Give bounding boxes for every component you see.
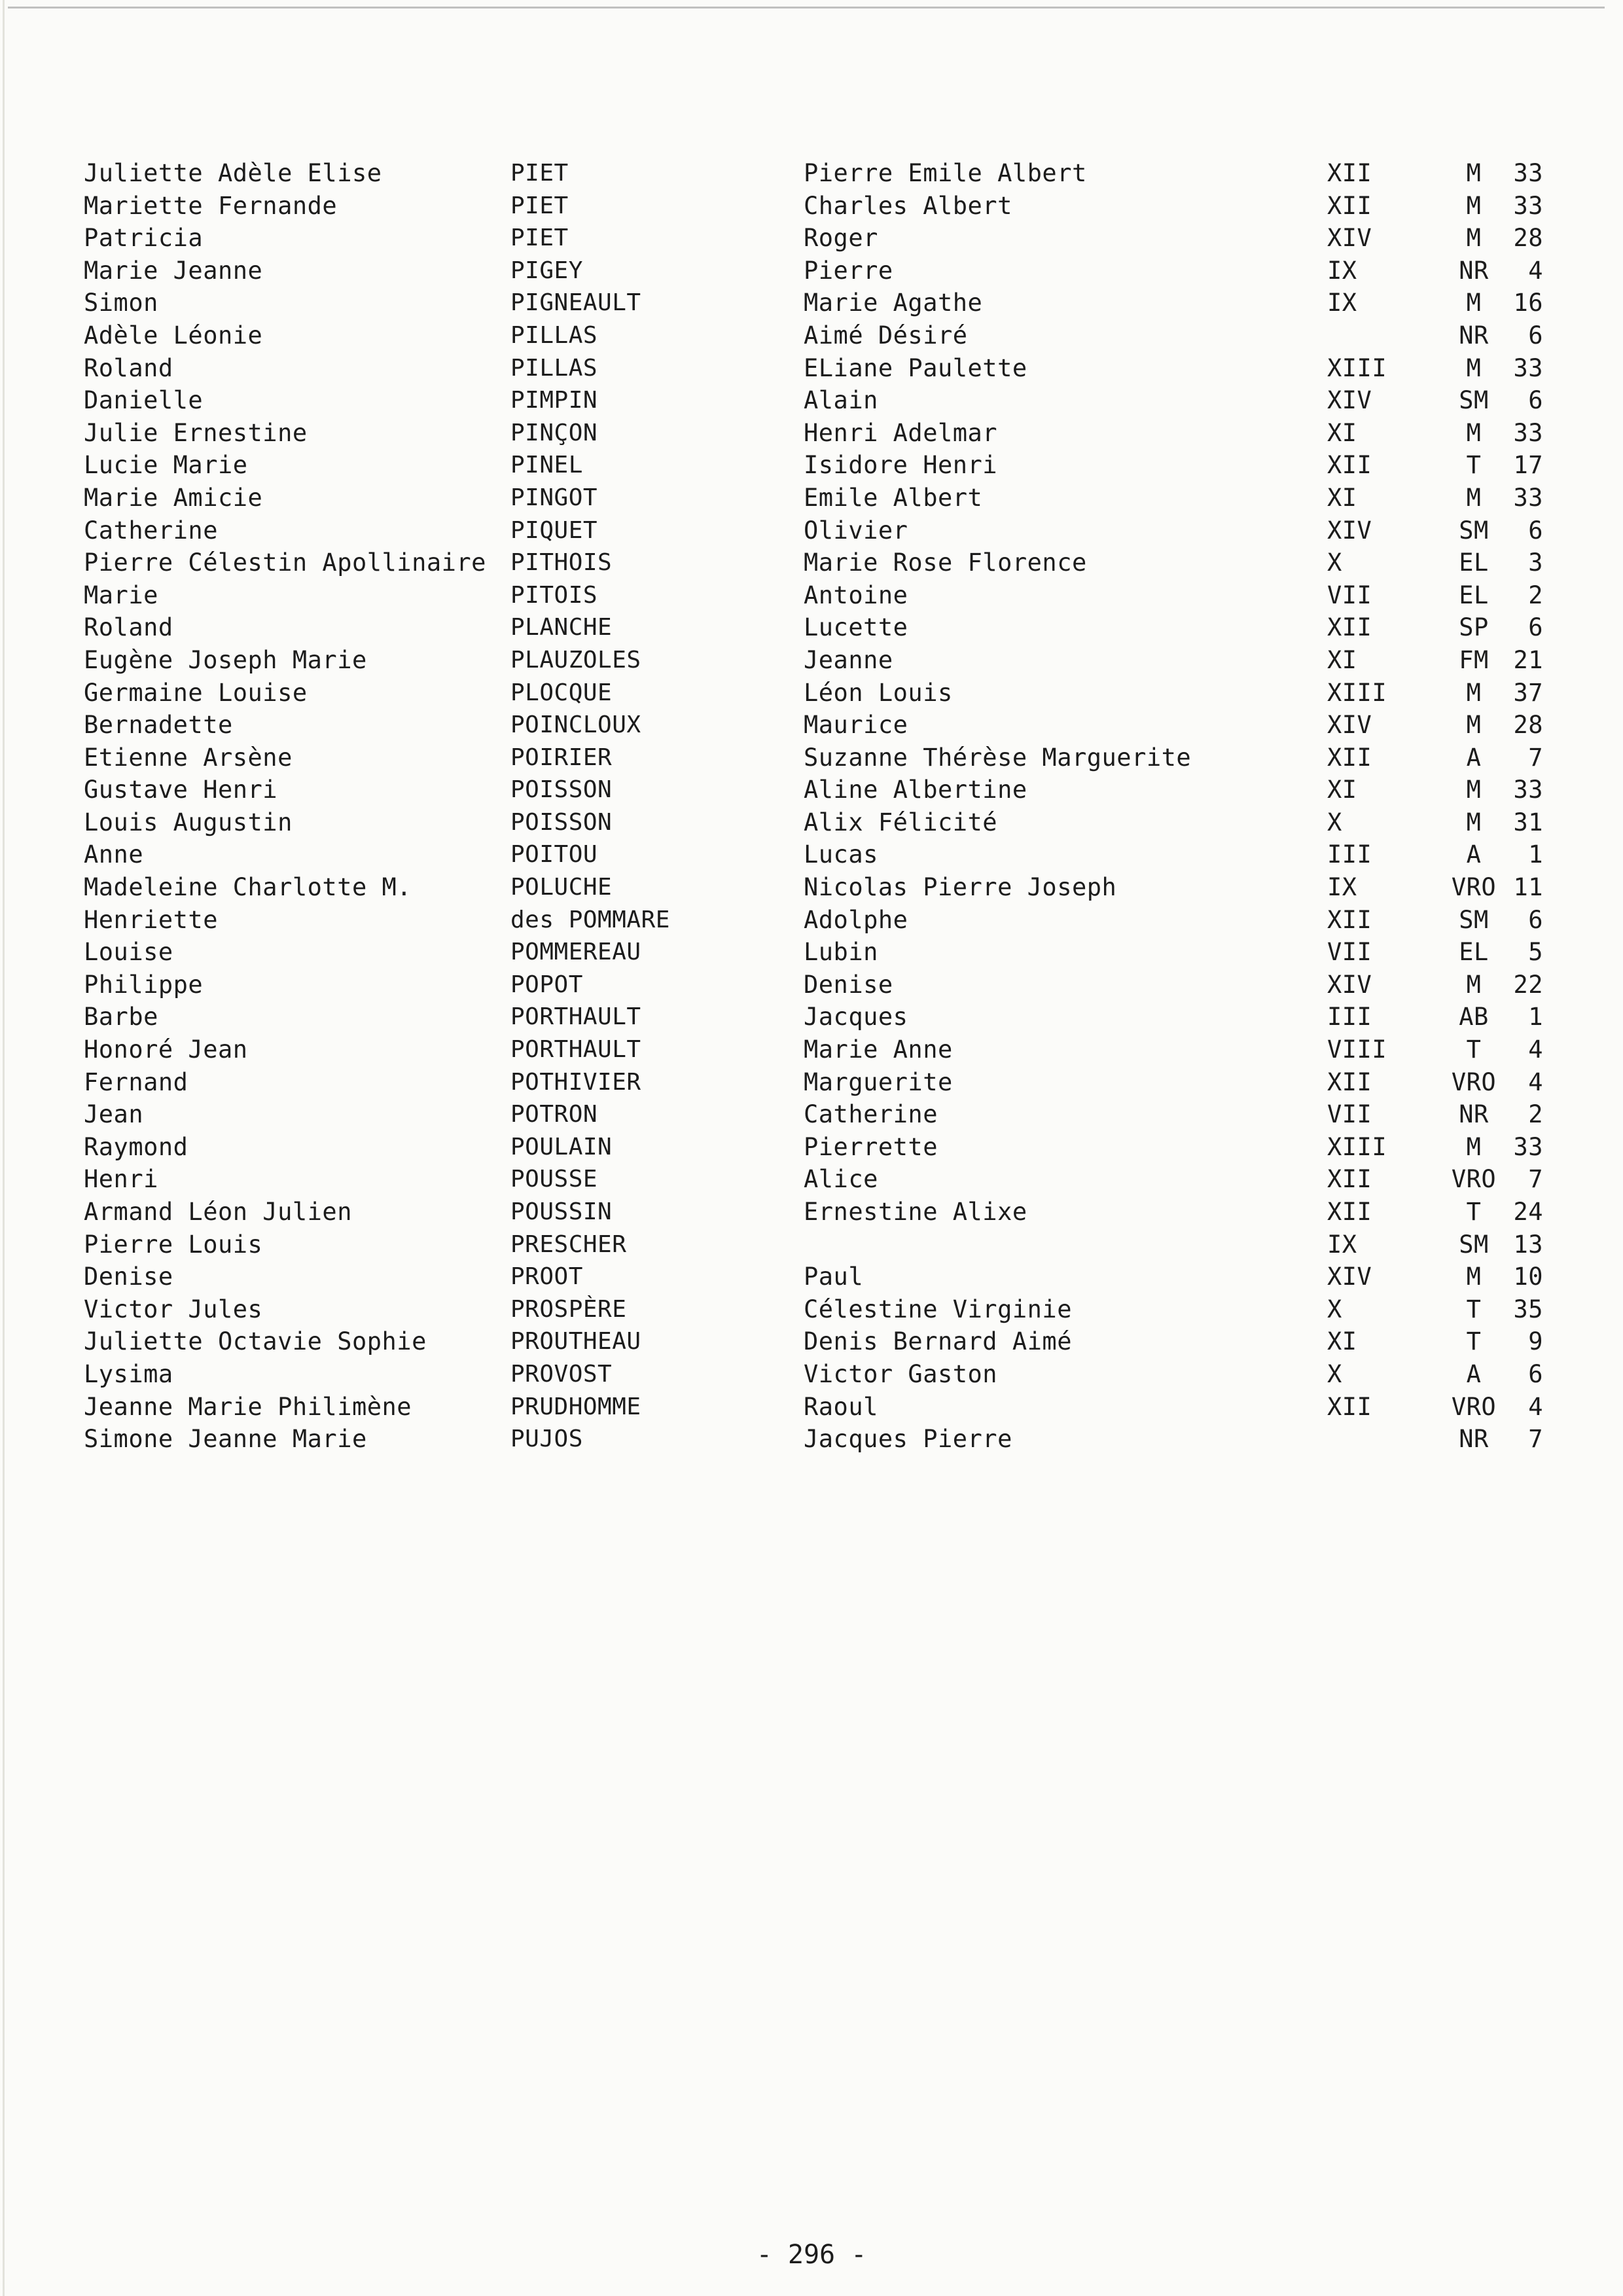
spouse-name: Ernestine Alixe xyxy=(804,1198,1027,1226)
spouse-name: Denise xyxy=(804,970,893,999)
roman-numeral: XII xyxy=(1327,743,1372,772)
register-row xyxy=(0,936,1623,969)
given-name: Fernand xyxy=(84,1067,188,1096)
entry-number: 7 xyxy=(1528,1165,1543,1194)
given-name: Marie Amicie xyxy=(84,483,263,512)
given-name: Pierre Louis xyxy=(84,1230,263,1259)
given-name: Pierre Célestin Apollinaire xyxy=(84,548,486,577)
surname: PILLAS xyxy=(510,354,598,382)
entry-number: 24 xyxy=(1513,1198,1543,1226)
spouse-name: Pierre xyxy=(804,256,893,285)
spouse-name: Alice xyxy=(804,1165,878,1194)
roman-numeral: IX xyxy=(1327,873,1357,902)
spouse-name: Marie Anne xyxy=(804,1035,953,1064)
register-row xyxy=(0,514,1623,547)
given-name: Mariette Fernande xyxy=(84,191,338,220)
status-code: M xyxy=(1466,1263,1482,1291)
roman-numeral: X xyxy=(1327,808,1342,836)
roman-numeral: XII xyxy=(1327,905,1372,934)
given-name: Danielle xyxy=(84,386,204,415)
spouse-name: Paul xyxy=(804,1263,864,1291)
spouse-name: Victor Gaston xyxy=(804,1359,998,1388)
surname: PROVOST xyxy=(510,1360,613,1388)
given-name: Juliette Octavie Sophie xyxy=(84,1327,427,1356)
roman-numeral: XI xyxy=(1327,418,1357,447)
register-row xyxy=(0,1261,1623,1293)
spouse-name: Jeanne xyxy=(804,645,893,674)
given-name: Armand Léon Julien xyxy=(84,1198,352,1226)
register-row xyxy=(0,1033,1623,1066)
roman-numeral: IX xyxy=(1327,289,1357,317)
entry-number: 11 xyxy=(1513,873,1543,902)
surname: PIGNEAULT xyxy=(510,289,641,317)
spouse-name: Nicolas Pierre Joseph xyxy=(804,873,1117,902)
spouse-name: Marguerite xyxy=(804,1067,953,1096)
spouse-name: Catherine xyxy=(804,1100,938,1129)
roman-numeral: III xyxy=(1327,1003,1372,1031)
surname: PRUDHOMME xyxy=(510,1393,641,1420)
surname: PROUTHEAU xyxy=(510,1328,641,1355)
roman-numeral: XIII xyxy=(1327,678,1387,707)
entry-number: 33 xyxy=(1513,776,1543,804)
spouse-name: Léon Louis xyxy=(804,678,953,707)
register-row xyxy=(0,352,1623,385)
given-name: Julie Ernestine xyxy=(84,418,308,447)
surname: PINÇON xyxy=(510,419,598,446)
given-name: Denise xyxy=(84,1263,173,1291)
surname: PORTHAULT xyxy=(510,1036,641,1064)
roman-numeral: XIV xyxy=(1327,386,1372,415)
register-row xyxy=(0,287,1623,319)
entry-number: 10 xyxy=(1513,1263,1543,1291)
roman-numeral: IX xyxy=(1327,256,1357,285)
surname: PLAUZOLES xyxy=(510,646,641,673)
roman-numeral: XIV xyxy=(1327,516,1372,545)
status-code: T xyxy=(1466,1295,1482,1323)
surname: PIET xyxy=(510,192,569,219)
given-name: Marie xyxy=(84,581,158,609)
status-code: T xyxy=(1466,1327,1482,1356)
status-code: A xyxy=(1466,1359,1482,1388)
roman-numeral: XI xyxy=(1327,483,1357,512)
entry-number: 1 xyxy=(1528,840,1543,869)
surname: PUJOS xyxy=(510,1426,583,1453)
entry-number: 33 xyxy=(1513,191,1543,220)
given-name: Germaine Louise xyxy=(84,678,308,707)
entry-number: 28 xyxy=(1513,711,1543,740)
roman-numeral: XII xyxy=(1327,159,1372,187)
entry-number: 31 xyxy=(1513,808,1543,836)
spouse-name: ELiane Paulette xyxy=(804,353,1027,382)
status-code: SM xyxy=(1459,516,1489,545)
surname: POTRON xyxy=(510,1101,598,1128)
register-row xyxy=(0,417,1623,450)
roman-numeral: XIV xyxy=(1327,970,1372,999)
entry-number: 2 xyxy=(1528,1100,1543,1129)
register-row xyxy=(0,709,1623,742)
spouse-name: Lucas xyxy=(804,840,878,869)
surname: POPOT xyxy=(510,971,583,998)
given-name: Roland xyxy=(84,353,173,382)
status-code: T xyxy=(1466,451,1482,480)
register-row xyxy=(0,1293,1623,1326)
given-name: Jean xyxy=(84,1100,144,1129)
status-code: SP xyxy=(1459,613,1489,642)
surname: PIET xyxy=(510,160,569,187)
register-row xyxy=(0,222,1623,255)
roman-numeral: XI xyxy=(1327,1327,1357,1356)
roman-numeral: XIV xyxy=(1327,224,1372,253)
status-code: A xyxy=(1466,743,1482,772)
spouse-name: Adolphe xyxy=(804,905,908,934)
entry-number: 7 xyxy=(1528,743,1543,772)
roman-numeral: VII xyxy=(1327,1100,1372,1129)
spouse-name: Marie Agathe xyxy=(804,289,983,317)
roman-numeral: XI xyxy=(1327,776,1357,804)
status-code: NR xyxy=(1459,1425,1489,1454)
surname: PIGEY xyxy=(510,257,583,284)
spouse-name: Aline Albertine xyxy=(804,776,1027,804)
roman-numeral: XII xyxy=(1327,1067,1372,1096)
surname: PLANCHE xyxy=(510,614,613,641)
given-name: Jeanne Marie Philimène xyxy=(84,1392,412,1421)
surname: PILLAS xyxy=(510,321,598,349)
register-row xyxy=(0,482,1623,514)
entry-number: 21 xyxy=(1513,645,1543,674)
spouse-name: Denis Bernard Aimé xyxy=(804,1327,1072,1356)
surname: PIET xyxy=(510,224,569,252)
entry-number: 9 xyxy=(1528,1327,1543,1356)
status-code: NR xyxy=(1459,256,1489,285)
register-row xyxy=(0,1163,1623,1196)
spouse-name: Henri Adelmar xyxy=(804,418,998,447)
status-code: VRO xyxy=(1451,1165,1497,1194)
status-code: M xyxy=(1466,711,1482,740)
spouse-name: Maurice xyxy=(804,711,908,740)
roman-numeral: XII xyxy=(1327,1165,1372,1194)
surname: PITOIS xyxy=(510,581,598,609)
surname: PROOT xyxy=(510,1263,583,1291)
spouse-name: Aimé Désiré xyxy=(804,321,968,350)
register-row xyxy=(0,1325,1623,1358)
register-row xyxy=(0,806,1623,839)
given-name: Marie Jeanne xyxy=(84,256,263,285)
register-row xyxy=(0,1001,1623,1033)
register-table xyxy=(0,157,1623,1456)
roman-numeral: VIII xyxy=(1327,1035,1387,1064)
surname: PORTHAULT xyxy=(510,1003,641,1031)
given-name: Madeleine Charlotte M. xyxy=(84,873,412,902)
entry-number: 33 xyxy=(1513,1132,1543,1161)
status-code: M xyxy=(1466,678,1482,707)
entry-number: 1 xyxy=(1528,1003,1543,1031)
given-name: Henri xyxy=(84,1165,158,1194)
entry-number: 6 xyxy=(1528,516,1543,545)
entry-number: 33 xyxy=(1513,418,1543,447)
given-name: Catherine xyxy=(84,516,218,545)
status-code: T xyxy=(1466,1198,1482,1226)
register-row xyxy=(0,579,1623,612)
status-code: A xyxy=(1466,840,1482,869)
surname: POTHIVIER xyxy=(510,1068,641,1096)
spouse-name: Roger xyxy=(804,224,878,253)
register-row xyxy=(0,677,1623,709)
surname: POISSON xyxy=(510,776,613,804)
status-code: AB xyxy=(1459,1003,1489,1031)
status-code: M xyxy=(1466,418,1482,447)
status-code: T xyxy=(1466,1035,1482,1064)
entry-number: 6 xyxy=(1528,905,1543,934)
roman-numeral: III xyxy=(1327,840,1372,869)
status-code: FM xyxy=(1459,645,1489,674)
roman-numeral: XIV xyxy=(1327,711,1372,740)
roman-numeral: VII xyxy=(1327,938,1372,967)
status-code: EL xyxy=(1459,581,1489,609)
entry-number: 4 xyxy=(1528,1067,1543,1096)
spouse-name: Suzanne Thérèse Marguerite xyxy=(804,743,1192,772)
given-name: Lysima xyxy=(84,1359,173,1388)
entry-number: 16 xyxy=(1513,289,1543,317)
surname: des POMMARE xyxy=(510,906,670,933)
register-row xyxy=(0,1358,1623,1391)
spouse-name: Raoul xyxy=(804,1392,878,1421)
status-code: EL xyxy=(1459,548,1489,577)
entry-number: 5 xyxy=(1528,938,1543,967)
status-code: M xyxy=(1466,353,1482,382)
given-name: Philippe xyxy=(84,970,204,999)
register-row xyxy=(0,384,1623,417)
register-row xyxy=(0,1423,1623,1456)
register-row xyxy=(0,969,1623,1001)
surname: POULAIN xyxy=(510,1133,613,1160)
roman-numeral: XII xyxy=(1327,191,1372,220)
surname: PINGOT xyxy=(510,484,598,511)
spouse-name: Alix Félicité xyxy=(804,808,998,836)
status-code: M xyxy=(1466,970,1482,999)
given-name: Bernadette xyxy=(84,711,233,740)
register-row xyxy=(0,611,1623,644)
status-code: M xyxy=(1466,224,1482,253)
register-row xyxy=(0,319,1623,352)
status-code: VRO xyxy=(1451,873,1497,902)
given-name: Barbe xyxy=(84,1003,158,1031)
given-name: Adèle Léonie xyxy=(84,321,263,350)
given-name: Patricia xyxy=(84,224,204,253)
surname: POIRIER xyxy=(510,744,613,771)
entry-number: 37 xyxy=(1513,678,1543,707)
entry-number: 7 xyxy=(1528,1425,1543,1454)
register-row xyxy=(0,1196,1623,1229)
spouse-name: Pierre Emile Albert xyxy=(804,159,1087,187)
register-row xyxy=(0,1131,1623,1164)
entry-number: 35 xyxy=(1513,1295,1543,1323)
surname: POISSON xyxy=(510,808,613,836)
register-row xyxy=(0,449,1623,482)
status-code: M xyxy=(1466,776,1482,804)
spouse-name: Jacques xyxy=(804,1003,908,1031)
surname: PITHOIS xyxy=(510,549,613,577)
given-name: Lucie Marie xyxy=(84,451,248,480)
register-row xyxy=(0,255,1623,287)
surname: POUSSE xyxy=(510,1166,598,1193)
status-code: SM xyxy=(1459,905,1489,934)
roman-numeral: X xyxy=(1327,548,1342,577)
surname: PINEL xyxy=(510,452,583,479)
given-name: Anne xyxy=(84,840,144,869)
entry-number: 3 xyxy=(1528,548,1543,577)
register-row xyxy=(0,1391,1623,1424)
given-name: Gustave Henri xyxy=(84,776,278,804)
roman-numeral: XI xyxy=(1327,645,1357,674)
roman-numeral: X xyxy=(1327,1295,1342,1323)
register-row xyxy=(0,742,1623,774)
status-code: M xyxy=(1466,808,1482,836)
given-name: Louise xyxy=(84,938,173,967)
spouse-name: Isidore Henri xyxy=(804,451,998,480)
surname: POMMEREAU xyxy=(510,939,641,966)
entry-number: 2 xyxy=(1528,581,1543,609)
entry-number: 6 xyxy=(1528,386,1543,415)
roman-numeral: XII xyxy=(1327,1198,1372,1226)
register-row xyxy=(0,1229,1623,1261)
register-row xyxy=(0,838,1623,871)
given-name: Simone Jeanne Marie xyxy=(84,1425,367,1454)
entry-number: 33 xyxy=(1513,159,1543,187)
given-name: Victor Jules xyxy=(84,1295,263,1323)
entry-number: 6 xyxy=(1528,1359,1543,1388)
register-row xyxy=(0,644,1623,677)
surname: PRESCHER xyxy=(510,1230,627,1258)
roman-numeral: XII xyxy=(1327,613,1372,642)
roman-numeral: XII xyxy=(1327,451,1372,480)
surname: POLUCHE xyxy=(510,874,613,901)
surname: POINCLOUX xyxy=(510,711,641,739)
given-name: Louis Augustin xyxy=(84,808,293,836)
spouse-name: Célestine Virginie xyxy=(804,1295,1072,1323)
surname: POUSSIN xyxy=(510,1198,613,1225)
given-name: Roland xyxy=(84,613,173,642)
given-name: Henriette xyxy=(84,905,218,934)
roman-numeral: VII xyxy=(1327,581,1372,609)
status-code: VRO xyxy=(1451,1067,1497,1096)
status-code: VRO xyxy=(1451,1392,1497,1421)
status-code: M xyxy=(1466,1132,1482,1161)
roman-numeral: XIII xyxy=(1327,1132,1387,1161)
register-row xyxy=(0,904,1623,937)
spouse-name: Alain xyxy=(804,386,878,415)
register-row xyxy=(0,157,1623,190)
status-code: M xyxy=(1466,483,1482,512)
page-number: - 296 - xyxy=(756,2240,867,2270)
surname: PIMPIN xyxy=(510,387,598,414)
register-row xyxy=(0,547,1623,579)
roman-numeral: XIV xyxy=(1327,1263,1372,1291)
spouse-name: Lubin xyxy=(804,938,878,967)
spouse-name: Lucette xyxy=(804,613,908,642)
surname: PLOCQUE xyxy=(510,679,613,706)
entry-number: 28 xyxy=(1513,224,1543,253)
register-row xyxy=(0,190,1623,223)
entry-number: 33 xyxy=(1513,483,1543,512)
register-row xyxy=(0,1066,1623,1099)
spouse-name: Antoine xyxy=(804,581,908,609)
status-code: SM xyxy=(1459,1230,1489,1259)
roman-numeral: X xyxy=(1327,1359,1342,1388)
status-code: M xyxy=(1466,191,1482,220)
status-code: SM xyxy=(1459,386,1489,415)
register-row xyxy=(0,1098,1623,1131)
surname: PROSPÈRE xyxy=(510,1295,627,1323)
entry-number: 4 xyxy=(1528,1392,1543,1421)
surname: POITOU xyxy=(510,841,598,869)
given-name: Juliette Adèle Elise xyxy=(84,159,382,187)
given-name: Etienne Arsène xyxy=(84,743,293,772)
roman-numeral: XIII xyxy=(1327,353,1387,382)
spouse-name: Jacques Pierre xyxy=(804,1425,1012,1454)
entry-number: 13 xyxy=(1513,1230,1543,1259)
roman-numeral: XII xyxy=(1327,1392,1372,1421)
spouse-name: Olivier xyxy=(804,516,908,545)
top-rule-line xyxy=(8,7,1605,9)
status-code: M xyxy=(1466,289,1482,317)
status-code: M xyxy=(1466,159,1482,187)
given-name: Simon xyxy=(84,289,158,317)
register-row xyxy=(0,871,1623,904)
status-code: NR xyxy=(1459,1100,1489,1129)
status-code: EL xyxy=(1459,938,1489,967)
entry-number: 17 xyxy=(1513,451,1543,480)
entry-number: 4 xyxy=(1528,256,1543,285)
spouse-name: Marie Rose Florence xyxy=(804,548,1087,577)
spouse-name: Charles Albert xyxy=(804,191,1012,220)
given-name: Raymond xyxy=(84,1132,188,1161)
entry-number: 6 xyxy=(1528,613,1543,642)
spouse-name: Pierrette xyxy=(804,1132,938,1161)
entry-number: 6 xyxy=(1528,321,1543,350)
entry-number: 33 xyxy=(1513,353,1543,382)
register-row xyxy=(0,774,1623,806)
given-name: Eugène Joseph Marie xyxy=(84,645,367,674)
entry-number: 4 xyxy=(1528,1035,1543,1064)
status-code: NR xyxy=(1459,321,1489,350)
roman-numeral: IX xyxy=(1327,1230,1357,1259)
surname: PIQUET xyxy=(510,516,598,544)
entry-number: 22 xyxy=(1513,970,1543,999)
spouse-name: Emile Albert xyxy=(804,483,983,512)
given-name: Honoré Jean xyxy=(84,1035,248,1064)
